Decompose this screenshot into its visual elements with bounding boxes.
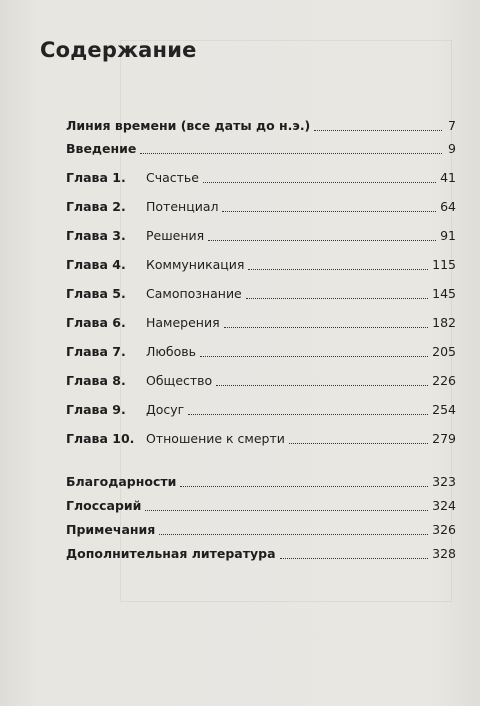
toc-entry-title: Самопознание xyxy=(146,286,242,301)
toc-entry-title: Глоссарий xyxy=(66,498,142,513)
dot-leader xyxy=(246,298,428,299)
toc-entry-chapter-6[interactable] xyxy=(66,311,456,331)
toc-page-number: 323 xyxy=(432,474,456,489)
chapter-number: Глава 10. xyxy=(66,431,135,446)
toc-entry-glossary[interactable] xyxy=(66,494,456,514)
toc-entry-chapter-9[interactable] xyxy=(66,398,456,418)
toc-entry-chapter-3[interactable] xyxy=(66,224,456,244)
dot-leader xyxy=(200,356,428,357)
toc-entry-title: Общество xyxy=(146,373,213,388)
toc-entry-acknowledgements[interactable] xyxy=(66,470,456,490)
dot-leader xyxy=(248,269,428,270)
toc-page-number: 145 xyxy=(432,286,456,301)
toc-page-number: 91 xyxy=(440,228,456,243)
dot-leader xyxy=(203,182,436,183)
toc-page-number: 41 xyxy=(440,170,456,185)
chapter-number: Глава 4. xyxy=(66,257,126,272)
toc-page-number: 254 xyxy=(432,402,456,417)
toc-entry-chapter-1[interactable] xyxy=(66,166,456,186)
toc-page-number: 64 xyxy=(440,199,456,214)
toc-entry-title: Дополнительная литература xyxy=(66,546,276,561)
toc-page-number: 326 xyxy=(432,522,456,537)
toc-entry-title: Досуг xyxy=(146,402,185,417)
chapter-number: Глава 8. xyxy=(66,373,126,388)
chapter-number: Глава 5. xyxy=(66,286,126,301)
table-of-contents xyxy=(66,0,456,706)
dot-leader xyxy=(222,211,436,212)
dot-leader xyxy=(289,443,428,444)
dot-leader xyxy=(188,414,428,415)
toc-entry-title: Введение xyxy=(66,141,137,156)
toc-page-number: 182 xyxy=(432,315,456,330)
toc-entry-title: Счастье xyxy=(146,170,199,185)
toc-page-number: 115 xyxy=(432,257,456,272)
dot-leader xyxy=(145,510,428,511)
dot-leader xyxy=(280,558,429,559)
toc-entry-title: Отношение к смерти xyxy=(146,431,285,446)
toc-entry-timeline[interactable] xyxy=(66,114,456,134)
toc-entry-chapter-10[interactable] xyxy=(66,427,456,447)
toc-entry-title: Потенциал xyxy=(146,199,219,214)
dot-leader xyxy=(180,486,428,487)
toc-page-number: 9 xyxy=(448,141,456,156)
toc-page-number: 7 xyxy=(448,118,456,133)
toc-entry-title: Намерения xyxy=(146,315,220,330)
chapter-number: Глава 9. xyxy=(66,402,126,417)
dot-leader xyxy=(216,385,428,386)
chapter-number: Глава 6. xyxy=(66,315,126,330)
toc-entry-chapter-2[interactable] xyxy=(66,195,456,215)
toc-entry-chapter-4[interactable] xyxy=(66,253,456,273)
chapter-number: Глава 2. xyxy=(66,199,126,214)
dot-leader xyxy=(140,153,442,154)
dot-leader xyxy=(159,534,428,535)
chapter-number: Глава 7. xyxy=(66,344,126,359)
toc-page-number: 328 xyxy=(432,546,456,561)
toc-page-number: 324 xyxy=(432,498,456,513)
dot-leader xyxy=(208,240,436,241)
toc-entry-title: Благодарности xyxy=(66,474,177,489)
chapter-number: Глава 1. xyxy=(66,170,126,185)
toc-entry-further-reading[interactable] xyxy=(66,542,456,562)
chapter-number: Глава 3. xyxy=(66,228,126,243)
toc-entry-title: Коммуникация xyxy=(146,257,245,272)
toc-page-number: 205 xyxy=(432,344,456,359)
page-title: Содержание xyxy=(40,38,197,62)
toc-entry-title: Примечания xyxy=(66,522,156,537)
toc-entry-chapter-8[interactable] xyxy=(66,369,456,389)
toc-entry-title: Любовь xyxy=(146,344,197,359)
toc-page-number: 226 xyxy=(432,373,456,388)
dot-leader xyxy=(314,130,442,131)
toc-entry-introduction[interactable] xyxy=(66,137,456,157)
toc-entry-chapter-5[interactable] xyxy=(66,282,456,302)
dot-leader xyxy=(224,327,429,328)
toc-page-number: 279 xyxy=(432,431,456,446)
toc-entry-chapter-7[interactable] xyxy=(66,340,456,360)
toc-entry-title: Линия времени (все даты до н.э.) xyxy=(66,118,311,133)
toc-entry-title: Решения xyxy=(146,228,205,243)
toc-entry-notes[interactable] xyxy=(66,518,456,538)
